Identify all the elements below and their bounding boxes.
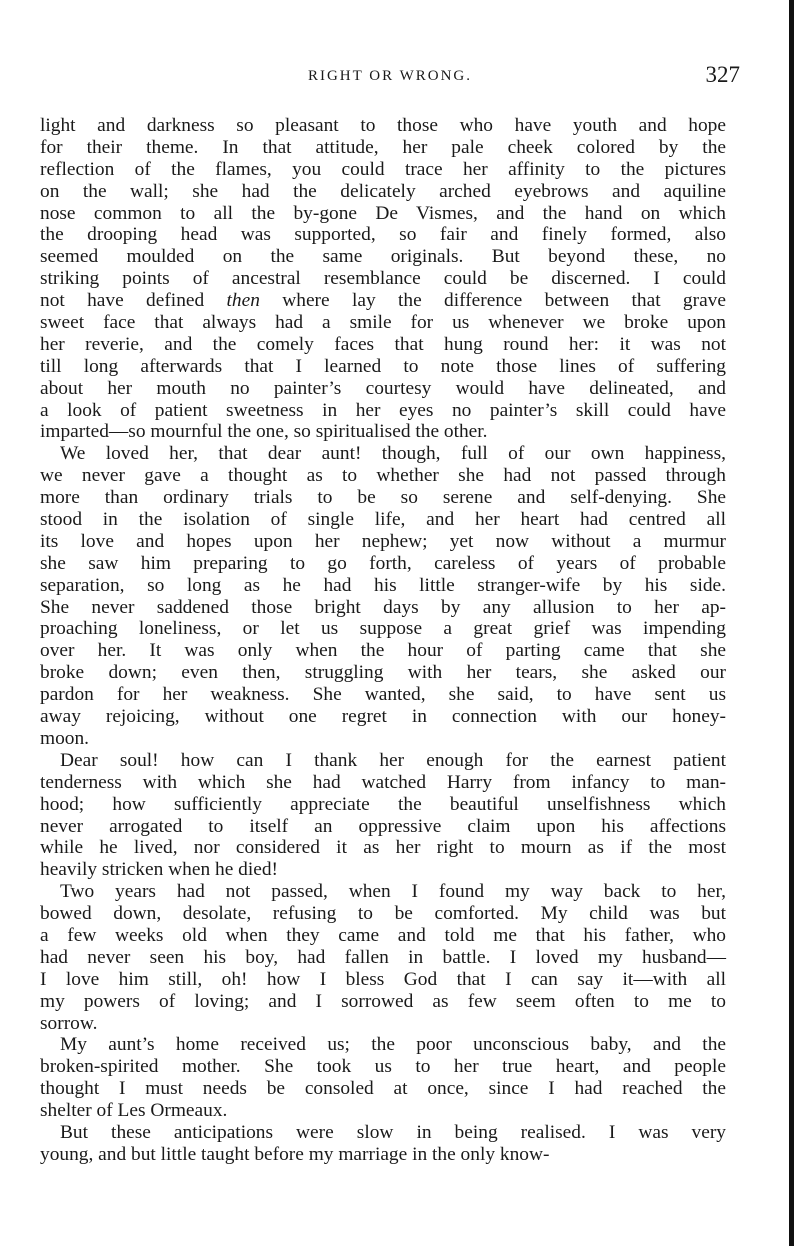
- text-line: sweet face that always had a smile for us whenever we broke upon: [40, 312, 726, 334]
- page-header: [40, 62, 740, 92]
- text-line: stood in the isolation of single life, and her heart had centred all: [40, 509, 726, 531]
- text-line: more than ordinary trials to be so serene and self-denying. She: [40, 487, 726, 509]
- paragraph: [40, 1034, 726, 1122]
- text-line: about her mouth no painter’s courtesy would have delineated, and: [40, 377, 726, 399]
- text-line: tenderness with which she had watched Harry from infancy to man-: [40, 771, 726, 793]
- text-line: thought I must needs be consoled at once, since I had reached the: [40, 1078, 726, 1100]
- paragraph: [40, 115, 726, 443]
- text-line: broken-spirited mother. She took us to her true heart, and people: [40, 1056, 726, 1078]
- text-line: never arrogated to itself an oppressive claim upon his affections: [40, 815, 726, 837]
- paragraph: [40, 443, 726, 749]
- text-line: heavily stricken when he died!: [40, 859, 278, 881]
- text-line: for their theme. In that attitude, her pale cheek colored by the: [40, 136, 726, 158]
- emphasis-then: then: [226, 290, 260, 312]
- text-line: nose common to all the by-gone De Vismes, and the hand on which: [40, 202, 726, 224]
- text-line: sorrow.: [40, 1012, 98, 1034]
- text-line: away rejoicing, without one regret in connection with our honey-: [40, 706, 726, 728]
- text-line: a look of patient sweetness in her eyes no painter’s skill could have: [40, 399, 726, 421]
- text-line: reflection of the flames, you could trace her affinity to the pictures: [40, 158, 726, 180]
- text-line: she saw him preparing to go forth, careless of years of probable: [40, 552, 726, 574]
- text-line: the drooping head was supported, so fair and finely formed, also: [40, 224, 726, 246]
- text-line: But these anticipations were slow in being realised. I was very: [60, 1121, 726, 1143]
- text-line: not have defined then where lay the difference between that grave: [40, 290, 726, 312]
- page-edge: [789, 0, 794, 1246]
- text-line: young, and but little taught before my marriage in the only know-: [40, 1143, 550, 1165]
- text-line: I love him still, oh! how I bless God that I can say it—with all: [40, 968, 726, 990]
- text-line: broke down; even then, struggling with her tears, she asked our: [40, 662, 726, 684]
- text-line: my powers of loving; and I sorrowed as few seem often to me to: [40, 990, 726, 1012]
- text-line: on the wall; she had the delicately arched eyebrows and aquiline: [40, 180, 726, 202]
- text-line: while he lived, nor considered it as her right to mourn as if the most: [40, 837, 726, 859]
- text-line: till long afterwards that I learned to note those lines of suffering: [40, 355, 726, 377]
- text-line: bowed down, desolate, refusing to be comforted. My child was but: [40, 903, 726, 925]
- text-line: seemed moulded on the same originals. But beyond these, no: [40, 246, 726, 268]
- text-line: its love and hopes upon her nephew; yet now without a murmur: [40, 530, 726, 552]
- text-line: She never saddened those bright days by any allusion to her ap-: [40, 596, 726, 618]
- text-line: her reverie, and the comely faces that hung round her: it was not: [40, 333, 726, 355]
- text-line: moon.: [40, 727, 90, 749]
- text-line: imparted—so mournful the one, so spiritualised the other.: [40, 421, 488, 443]
- paragraph: [40, 750, 726, 881]
- text-line: separation, so long as he had his little stranger-wife by his side.: [40, 574, 726, 596]
- body-text: [40, 115, 726, 1166]
- text-line: pardon for her weakness. She wanted, she said, to have sent us: [40, 684, 726, 706]
- text-line: striking points of ancestral resemblance could be discerned. I could: [40, 268, 726, 290]
- text-line: My aunt’s home received us; the poor unconscious baby, and the: [60, 1034, 726, 1056]
- text-line: over her. It was only when the hour of parting came that she: [40, 640, 726, 662]
- running-title: RIGHT OR WRONG.: [307, 68, 473, 84]
- paragraph: [40, 1122, 726, 1166]
- text-line: had never seen his boy, had fallen in battle. I loved my husband—: [40, 946, 726, 968]
- text-line: we never gave a thought as to whether she had not passed through: [40, 465, 726, 487]
- text-line: a few weeks old when they came and told me that his father, who: [40, 924, 726, 946]
- page-number: 327: [705, 62, 740, 87]
- text-line: We loved her, that dear aunt! though, full of our own happiness,: [60, 443, 726, 465]
- text-line: proaching loneliness, or let us suppose a great grief was impending: [40, 618, 726, 640]
- text-line: shelter of Les Ormeaux.: [40, 1100, 228, 1122]
- text-line: Two years had not passed, when I found my way back to her,: [60, 881, 726, 903]
- paragraph: [40, 881, 726, 1034]
- text-line: Dear soul! how can I thank her enough for the earnest patient: [60, 749, 726, 771]
- text-line: light and darkness so pleasant to those who have youth and hope: [40, 115, 726, 136]
- text-line: hood; how sufficiently appreciate the beautiful unselfishness which: [40, 793, 726, 815]
